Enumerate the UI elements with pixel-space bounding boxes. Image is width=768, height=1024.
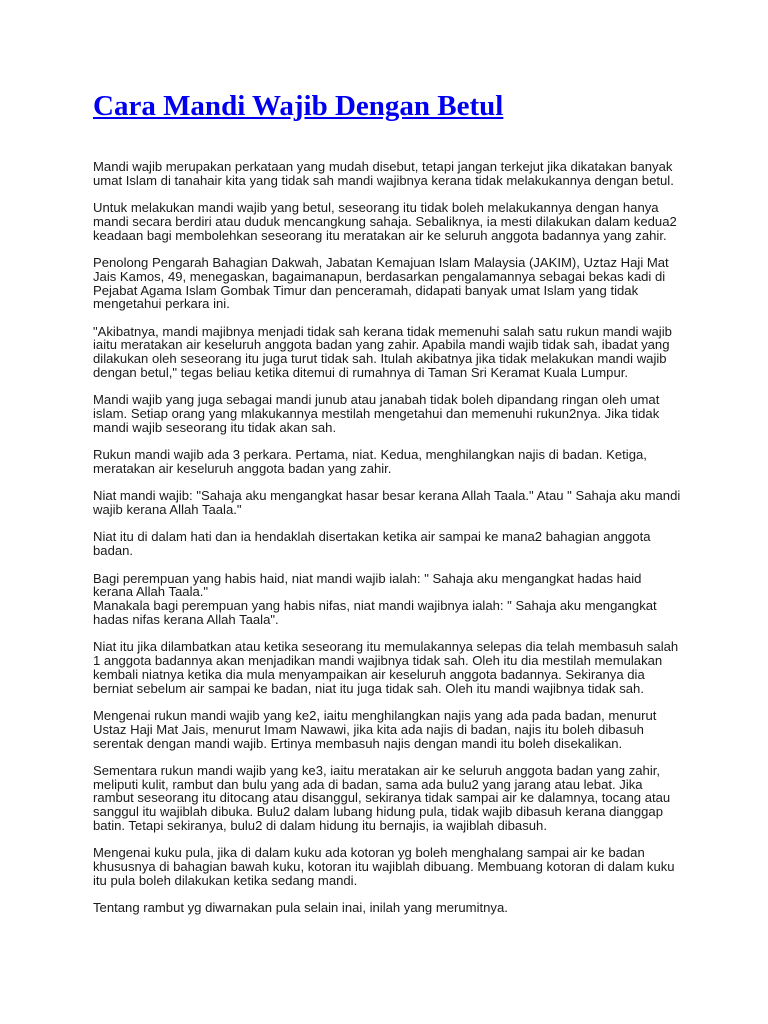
- document-page: [93, 88, 683, 928]
- paragraph-6: Rukun mandi wajib ada 3 perkara. Pertama, niat. Kedua, menghilangkan najis di badan. Ketiga, meratakan air keseluruh anggota badan yang zahir.: [93, 447, 647, 477]
- document-body: [93, 160, 683, 915]
- paragraph-3: Penolong Pengarah Bahagian Dakwah, Jabatan Kemajuan Islam Malaysia (JAKIM), Uztaz Haji Mat Jais Kamos, 49, menegaskan, bagaimanapun, berdasarkan pengalamannya sebagai bekas kadi di Pejabat Agama Islam Gombak Timur dan penceramah, didapati banyak umat Islam yang tidak mengetahui perkara ini.: [93, 254, 669, 312]
- paragraph-13: Mengenai kuku pula, jika di dalam kuku ada kotoran yg boleh menghalang sampai air ke badan khususnya di bahagian bawah kuku, kotoran itu wajiblah dibuang. Membuang kotoran di dalam kuku itu pula boleh dilakukan ketika sedang mandi.: [93, 845, 675, 888]
- paragraph-14: Tentang rambut yg diwarnakan pula selain inai, inilah yang merumitnya.: [93, 900, 508, 916]
- paragraph-12: Sementara rukun mandi wajib yang ke3, iaitu meratakan air ke seluruh anggota badan yang zahir, meliputi kulit, rambut dan bulu yang ada di badan, sama ada bulu2 yang jarang atau lebat. Jika rambut seseorang itu ditocang atau disanggul, sekiranya tidak sampai air ke dalamnya, tocang atau sanggul itu wajiblah dibuka. Bulu2 dalam lubang hidung pula, tidak wajib dibasuh kerana dianggap batin. Tetapi sekiranya, bulu2 di dalam hidung itu bernajis, ia wajiblah dibasuh.: [93, 762, 671, 833]
- document-title-link[interactable]: Cara Mandi Wajib Dengan Betul: [93, 90, 504, 122]
- paragraph-4: "Akibatnya, mandi majibnya menjadi tidak sah kerana tidak memenuhi salah satu rukun mandi wajib iaitu meratakan air keseluruh anggota badan yang zahir. Apabila mandi wajib tidak sah, ibadat yang dilakukan oleh seseorang itu juga turut tidak sah. Itulah akibatnya jika tidak melakukan mandi wajib dengan betul," tegas beliau ketika ditemui di rumahnya di Taman Sri Keramat Kuala Lumpur.: [93, 323, 672, 381]
- paragraph-11: Mengenai rukun mandi wajib yang ke2, iaitu menghilangkan najis yang ada pada badan, menurut Ustaz Haji Mat Jais, menurut Imam Nawawi, jika kita ada najis di badan, najis itu boleh dibasuh serentak dengan mandi wajib. Ertinya membasuh najis dengan mandi itu boleh disekalikan.: [93, 707, 657, 751]
- paragraph-1: Mandi wajib merupakan perkataan yang mudah disebut, tetapi jangan terkejut jika dikatakan banyak umat Islam di tanahair kita yang tidak sah mandi wajibnya kerana tidak melakukannya dengan betul.: [93, 159, 674, 188]
- paragraph-2: Untuk melakukan mandi wajib yang betul, seseorang itu tidak boleh melakukannya dengan hanya mandi secara berdiri atau duduk mencangkung sahaja. Sebaliknya, ia mesti dilakukan dalam kedua2 keadaan bagi membolehkan seseorang itu meratakan air ke seluruh anggota badannya yang zahir.: [93, 200, 677, 243]
- paragraph-5: Mandi wajib yang juga sebagai mandi junub atau janabah tidak boleh dipandang ringan oleh umat islam. Setiap orang yang mlakukannya mestilah mengetahui dan memenuhi rukun2nya. Jika tidak mandi wajib seseorang itu tidak akan sah.: [93, 392, 660, 435]
- paragraph-10: Niat itu jika dilambatkan atau ketika seseorang itu memulakannya selepas dia telah membasuh salah 1 anggota badannya akan menjadikan mandi wajibnya tidak sah. Oleh itu dia mestilah memulakan kembali niatnya ketika dia mula menyampaikan air keseluruh anggota badannya. Sekiranya dia berniat sebelum air sampai ke badan, niat itu juga tidak sah. Oleh itu mandi wajibnya tidak sah.: [93, 639, 679, 696]
- paragraph-8: Niat itu di dalam hati dan ia hendaklah disertakan ketika air sampai ke mana2 bahagian anggota badan.: [93, 529, 651, 559]
- paragraph-7: Niat mandi wajib: "Sahaja aku mengangkat hasar besar kerana Allah Taala." Atau " Sahaja aku mandi wajib kerana Allah Taala.": [93, 488, 681, 518]
- paragraph-9: Bagi perempuan yang habis haid, niat mandi wajib ialah: " Sahaja aku mengangkat hadas haid kerana Allah Taala." Manakala bagi perempuan yang habis nifas, niat mandi wajibnya ialah: " Sahaja aku mengangkat hadas nifas kerana Allah Taala".: [93, 570, 657, 627]
